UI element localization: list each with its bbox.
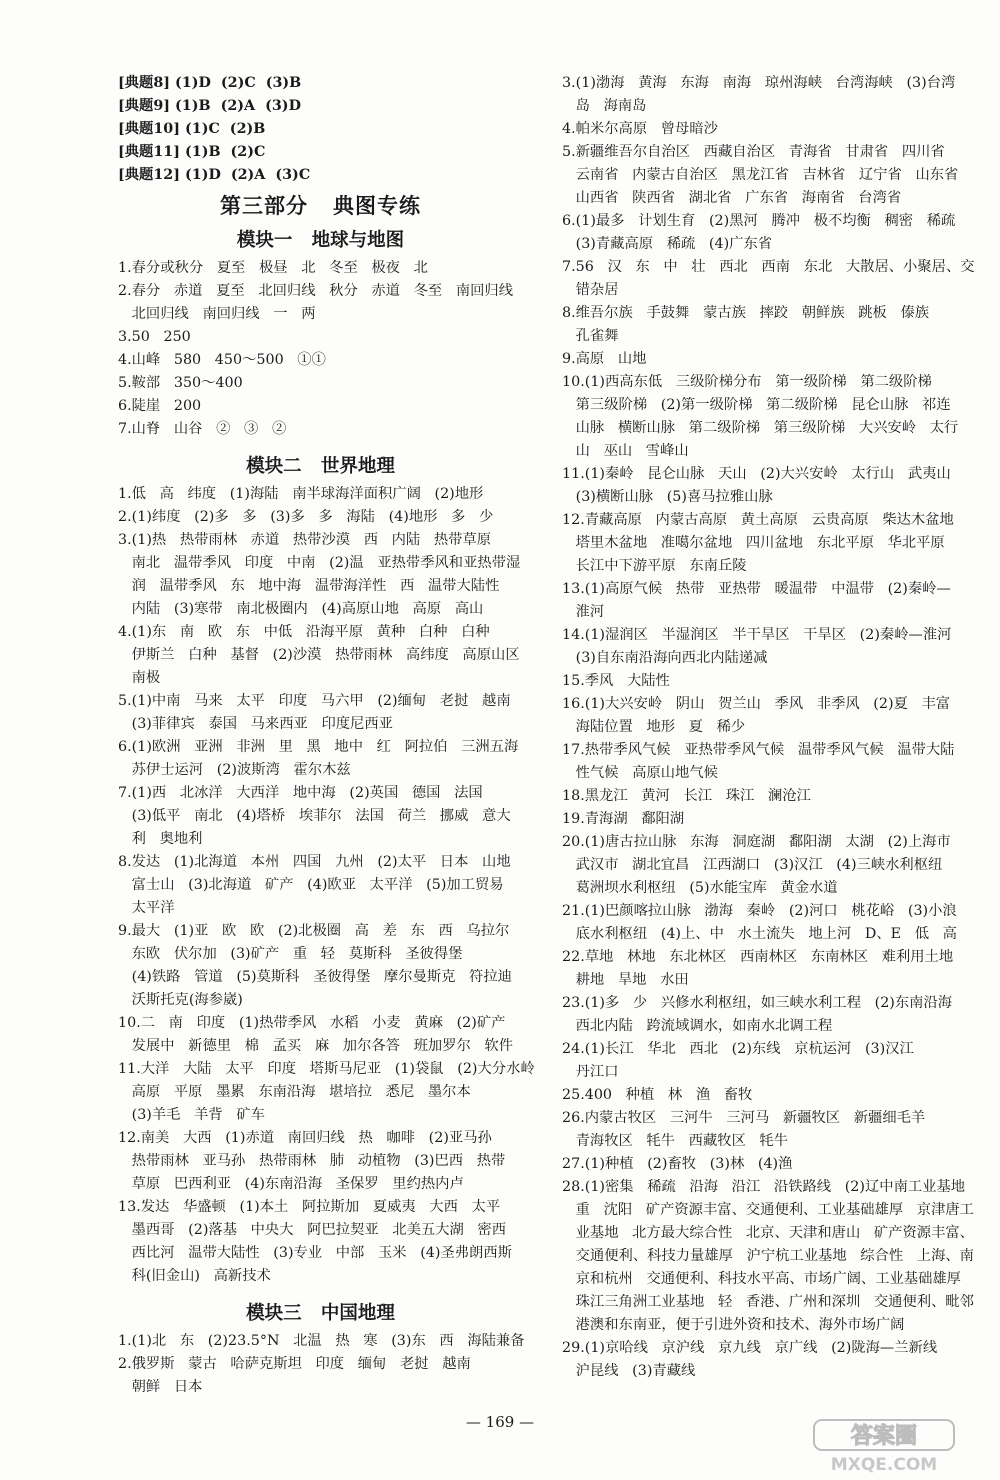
- answer-line: 岛 海南岛: [562, 98, 647, 114]
- answer-line: (3)菲律宾 泰国 马来西亚 印度尼西亚: [118, 716, 393, 732]
- answer-line: 9.最大 (1)亚 欧 欧 (2)北极圈 高 差 东 西 乌拉尔: [118, 923, 510, 939]
- answer-line: 内陆 (3)寒带 南北极圈内 (4)高原山地 高原 高山: [118, 601, 484, 617]
- answer-line: 伊斯兰 白种 基督 (2)沙漠 热带雨林 高纬度 高原山区: [118, 647, 520, 663]
- answer-line: 6.陡崖 200: [118, 398, 202, 414]
- answer-line: [562, 1383, 980, 1406]
- answer-line: 21.(1)巴颜喀拉山脉 渤海 秦岭 (2)河口 桃花峪 (3)小浪: [562, 903, 957, 919]
- answer-line: 丹江口: [562, 1064, 619, 1080]
- answer-line: 耕地 旱地 水田: [562, 972, 689, 988]
- answer-line: 3.50 250: [118, 329, 191, 345]
- typical-answers: [118, 72, 523, 187]
- answer-line: 北回归线 南回归线 一 两: [118, 306, 316, 322]
- answer-line: 墨西哥 (2)落基 中央大 阿巴拉契亚 北美五大湖 密西: [118, 1222, 506, 1238]
- answer-line: 7.(1)西 北冰洋 大西洋 地中海 (2)英国 德国 法国: [118, 785, 483, 801]
- answer-line: (3)羊毛 羊背 矿车: [118, 1107, 265, 1123]
- answer-line: 16.(1)大兴安岭 阴山 贺兰山 季风 非季风 (2)夏 丰富: [562, 696, 951, 712]
- answer-line: 第三级阶梯 (2)第一级阶梯 第二级阶梯 昆仑山脉 祁连: [562, 397, 951, 413]
- answer-line: 2.俄罗斯 蒙古 哈萨克斯坦 印度 缅甸 老挝 越南: [118, 1356, 471, 1372]
- answer-line: 西比河 温带大陆性 (3)专业 中部 玉米 (4)圣弗朗西斯: [118, 1245, 512, 1261]
- answer-line: 朝鲜 日本: [118, 1379, 203, 1395]
- answer-line: 淮河: [562, 604, 605, 620]
- answer-line: 珠江三角洲工业基地 轻 香港、广州和深圳 交通便利、毗邻: [562, 1294, 974, 1310]
- answer-line: 8.发达 (1)北海道 本州 四国 九州 (2)太平 日本 山地: [118, 854, 511, 870]
- answer-line: 8.维吾尔族 手鼓舞 蒙古族 摔跤 朝鲜族 跳板 傣族: [562, 305, 930, 321]
- svg-text:MXQE.COM: MXQE.COM: [830, 1455, 938, 1475]
- left-column: [118, 72, 535, 1399]
- answer-line: 长江中下游平原 东南丘陵: [562, 558, 747, 574]
- answer-line: 2.春分 赤道 夏至 北回归线 秋分 赤道 冬至 南回归线: [118, 283, 514, 299]
- answer-line: 15.季风 大陆性: [562, 673, 670, 689]
- answer-line: 重 沈阳 矿产资源丰富、交通便利、工业基础雄厚 京津唐工: [562, 1202, 974, 1218]
- answer-line: 孔雀舞: [562, 328, 619, 344]
- answer-line: 5.鞍部 350～400: [118, 375, 243, 391]
- answer-line: 22.草地 林地 东北林区 西南林区 东南林区 难利用土地: [562, 949, 954, 965]
- typical-answer-line: [典题12] (1)D (2)A (3)C: [118, 167, 311, 183]
- answer-line: 11.(1)秦岭 昆仑山脉 天山 (2)大兴安岭 太行山 武夷山: [562, 466, 951, 482]
- answer-line: 24.(1)长江 华北 西北 (2)东线 京杭运河 (3)汉江: [562, 1041, 914, 1057]
- answer-line: (3)横断山脉 (5)喜马拉雅山脉: [562, 489, 773, 505]
- right-column: [562, 72, 980, 1429]
- answer-line: 热带雨林 亚马孙 热带雨林 肺 动植物 (3)巴西 热带: [118, 1153, 506, 1169]
- answer-line: 4.(1)东 南 欧 东 中低 沿海平原 黄种 白种 白种: [118, 624, 490, 640]
- typical-answer-line: [典题8] (1)D (2)C (3)B: [118, 75, 302, 91]
- answer-line: 底水利枢纽 (4)上、中 水土流失 地上河 D、E 低 高: [562, 926, 957, 942]
- answer-line: 云南省 内蒙古自治区 黑龙江省 吉林省 辽宁省 山东省: [562, 167, 959, 183]
- answer-line: 13.(1)高原气候 热带 亚热带 暖温带 中温带 (2)秦岭—: [562, 581, 951, 597]
- answer-line: 山西省 陕西省 湖北省 广东省 海南省 台湾省: [562, 190, 902, 206]
- answer-line: 苏伊士运河 (2)波斯湾 霍尔木兹: [118, 762, 351, 778]
- answer-line: 7.山脊 山谷 ② ③ ②: [118, 421, 287, 437]
- answer-line: 南极: [118, 670, 161, 686]
- answer-line: 港澳和东南亚，便于引进外资和技术、海外市场广阔: [562, 1317, 905, 1333]
- answer-line: 20.(1)唐古拉山脉 东海 洞庭湖 鄱阳湖 太湖 (2)上海市: [562, 834, 951, 850]
- watermark-logo: [780, 1418, 980, 1476]
- answer-line: 27.(1)种植 (2)畜牧 (3)林 (4)渔: [562, 1156, 793, 1172]
- answer-line: 29.(1)京哈线 京沪线 京九线 京广线 (2)陇海—兰新线: [562, 1340, 938, 1356]
- page-number: — 169 —: [465, 1413, 535, 1431]
- answer-line: (3)青藏高原 稀疏 (4)广东省: [562, 236, 773, 252]
- answer-line: 2.(1)纬度 (2)多 多 (3)多 多 海陆 (4)地形 多 少: [118, 509, 494, 525]
- answer-line: 4.帕米尔高原 曾母暗沙: [562, 121, 718, 137]
- answer-line: 太平洋: [118, 900, 175, 916]
- answer-line: 28.(1)密集 稀疏 沿海 沿江 沿铁路线 (2)辽中南工业基地: [562, 1179, 966, 1195]
- module3-answers: [118, 1330, 523, 1399]
- typical-answer-line: [典题11] (1)B (2)C: [118, 144, 266, 160]
- answer-line: 南北 温带季风 印度 中南 (2)温 亚热带季风和亚热带湿: [118, 555, 521, 571]
- answer-line: 9.高原 山地: [562, 351, 647, 367]
- answer-line: 武汉市 湖北宜昌 江西湖口 (3)汉江 (4)三峡水利枢纽: [562, 857, 943, 873]
- answer-line: 草原 巴西利亚 (4)东南沿海 圣保罗 里约热内卢: [118, 1176, 464, 1192]
- answer-line: 10.(1)西高东低 三级阶梯分布 第一级阶梯 第二级阶梯: [562, 374, 932, 390]
- module-title: 模块一 地球与地图: [236, 230, 405, 251]
- module-title: 模块三 中国地理: [246, 1303, 395, 1324]
- part-title: 第三部分 典图专练: [220, 193, 421, 218]
- answer-line: 山 巫山 雪峰山: [562, 443, 689, 459]
- module2-answers: [118, 483, 535, 1288]
- answer-line: 26.内蒙古牧区 三河牛 三河马 新疆牧区 新疆细毛羊: [562, 1110, 926, 1126]
- answer-line: 17.热带季风气候 亚热带季风气候 温带季风气候 温带大陆: [562, 742, 955, 758]
- answer-line: 1.春分或秋分 夏至 极昼 北 冬至 极夜 北: [118, 260, 428, 276]
- answer-line: 富士山 (3)北海道 矿产 (4)欧亚 太平洋 (5)加工贸易: [118, 877, 504, 893]
- answer-line: 4.山峰 580 450～500 ①①: [118, 352, 326, 368]
- answer-line: 青海牧区 牦牛 西藏牧区 牦牛: [562, 1133, 789, 1149]
- answer-line: 18.黑龙江 黄河 长江 珠江 澜沧江: [562, 788, 811, 804]
- answer-line: 10.二 南 印度 (1)热带季风 水稻 小麦 黄麻 (2)矿产: [118, 1015, 506, 1031]
- answer-line: 5.(1)中南 马来 太平 印度 马六甲 (2)缅甸 老挝 越南: [118, 693, 511, 709]
- answer-line: 13.发达 华盛顿 (1)本土 阿拉斯加 夏威夷 大西 太平: [118, 1199, 501, 1215]
- answer-line: 23.(1)多 少 兴修水利枢纽，如三峡水利工程 (2)东南沿海: [562, 995, 953, 1011]
- svg-text:答案圈: 答案圈: [850, 1424, 918, 1449]
- answer-line: 12.南美 大西 (1)赤道 南回归线 热 咖啡 (2)亚马孙: [118, 1130, 492, 1146]
- answer-line: 京和杭州 交通便利、科技水平高、市场广阔、工业基础雄厚: [562, 1271, 961, 1287]
- answer-line: 海陆位置 地形 夏 稀少: [562, 719, 746, 735]
- answer-line: 6.(1)欧洲 亚洲 非洲 里 黑 地中 红 阿拉伯 三洲五海: [118, 739, 519, 755]
- answer-line: 12.青藏高原 内蒙古高原 黄土高原 云贵高原 柴达木盆地: [562, 512, 954, 528]
- answer-line: 5.新疆维吾尔自治区 西藏自治区 青海省 甘肃省 四川省: [562, 144, 945, 160]
- answer-line: (3)自东南沿海向西北内陆递减: [562, 650, 768, 666]
- module-title: 模块二 世界地理: [246, 456, 395, 477]
- answer-line: 7.56 汉 东 中 壮 西北 西南 东北 大散居、小聚居、交: [562, 259, 975, 275]
- typical-answer-line: [典题9] (1)B (2)A (3)D: [118, 98, 301, 114]
- answer-line: 6.(1)最多 计划生育 (2)黑河 腾冲 极不均衡 稠密 稀疏: [562, 213, 956, 229]
- answer-line: 山脉 横断山脉 第二级阶梯 第三级阶梯 大兴安岭 太行: [562, 420, 959, 436]
- answer-line: 3.(1)热 热带雨林 赤道 热带沙漠 西 内陆 热带草原: [118, 532, 492, 548]
- answer-line: (4)铁路 管道 (5)莫斯科 圣彼得堡 摩尔曼斯克 符拉迪: [118, 969, 512, 985]
- answer-line: (3)低平 南北 (4)塔桥 埃菲尔 法国 荷兰 挪威 意大: [118, 808, 511, 824]
- typical-answer-line: [典题10] (1)C (2)B: [118, 121, 266, 137]
- answer-line: 东欧 伏尔加 (3)矿产 重 轻 莫斯科 圣彼得堡: [118, 946, 463, 962]
- answer-line: 沪昆线 (3)青藏线: [562, 1363, 696, 1379]
- answer-line: 葛洲坝水利枢纽 (5)水能宝库 黄金水道: [562, 880, 838, 896]
- answer-line: 错杂居: [562, 282, 619, 298]
- answer-line: 高原 平原 墨累 东南沿海 堪培拉 悉尼 墨尔本: [118, 1084, 471, 1100]
- answer-line: 11.大洋 大陆 太平 印度 塔斯马尼亚 (1)袋鼠 (2)大分水岭: [118, 1061, 535, 1077]
- answer-line: 1.低 高 纬度 (1)海陆 南半球海洋面积广阔 (2)地形: [118, 486, 484, 502]
- answer-line: 14.(1)湿润区 半湿润区 半干旱区 干旱区 (2)秦岭—淮河: [562, 627, 952, 643]
- answer-line: 利 奥地利: [118, 831, 203, 847]
- answer-line: 业基地 北方最大综合性 北京、天津和唐山 矿产资源丰富、: [562, 1225, 974, 1241]
- answer-line: 性气候 高原山地气候: [562, 765, 718, 781]
- answer-line: 科(旧金山) 高新技术: [118, 1268, 271, 1284]
- answer-line: 25.400 种植 林 渔 畜牧: [562, 1087, 753, 1103]
- answer-line: 3.(1)渤海 黄海 东海 南海 琼州海峡 台湾海峡 (3)台湾: [562, 75, 956, 91]
- answer-line: 塔里木盆地 准噶尔盆地 四川盆地 东北平原 华北平原: [562, 535, 945, 551]
- module1-answers: [118, 257, 523, 441]
- answer-line: 1.(1)北 东 (2)23.5°N 北温 热 寒 (3)东 西 海陆兼备: [118, 1333, 525, 1349]
- answer-line: 交通便利、科技力量雄厚 沪宁杭工业基地 综合性 上海、南: [562, 1248, 974, 1264]
- answer-line: 发展中 新德里 棉 孟买 麻 加尔各答 班加罗尔 软件: [118, 1038, 514, 1054]
- answer-line: 西北内陆 跨流域调水，如南水北调工程: [562, 1018, 833, 1034]
- answer-line: 19.青海湖 鄱阳湖: [562, 811, 685, 827]
- answer-line: 润 温带季风 东 地中海 温带海洋性 西 温带大陆性: [118, 578, 500, 594]
- answer-line: 沃斯托克(海参崴): [118, 992, 243, 1008]
